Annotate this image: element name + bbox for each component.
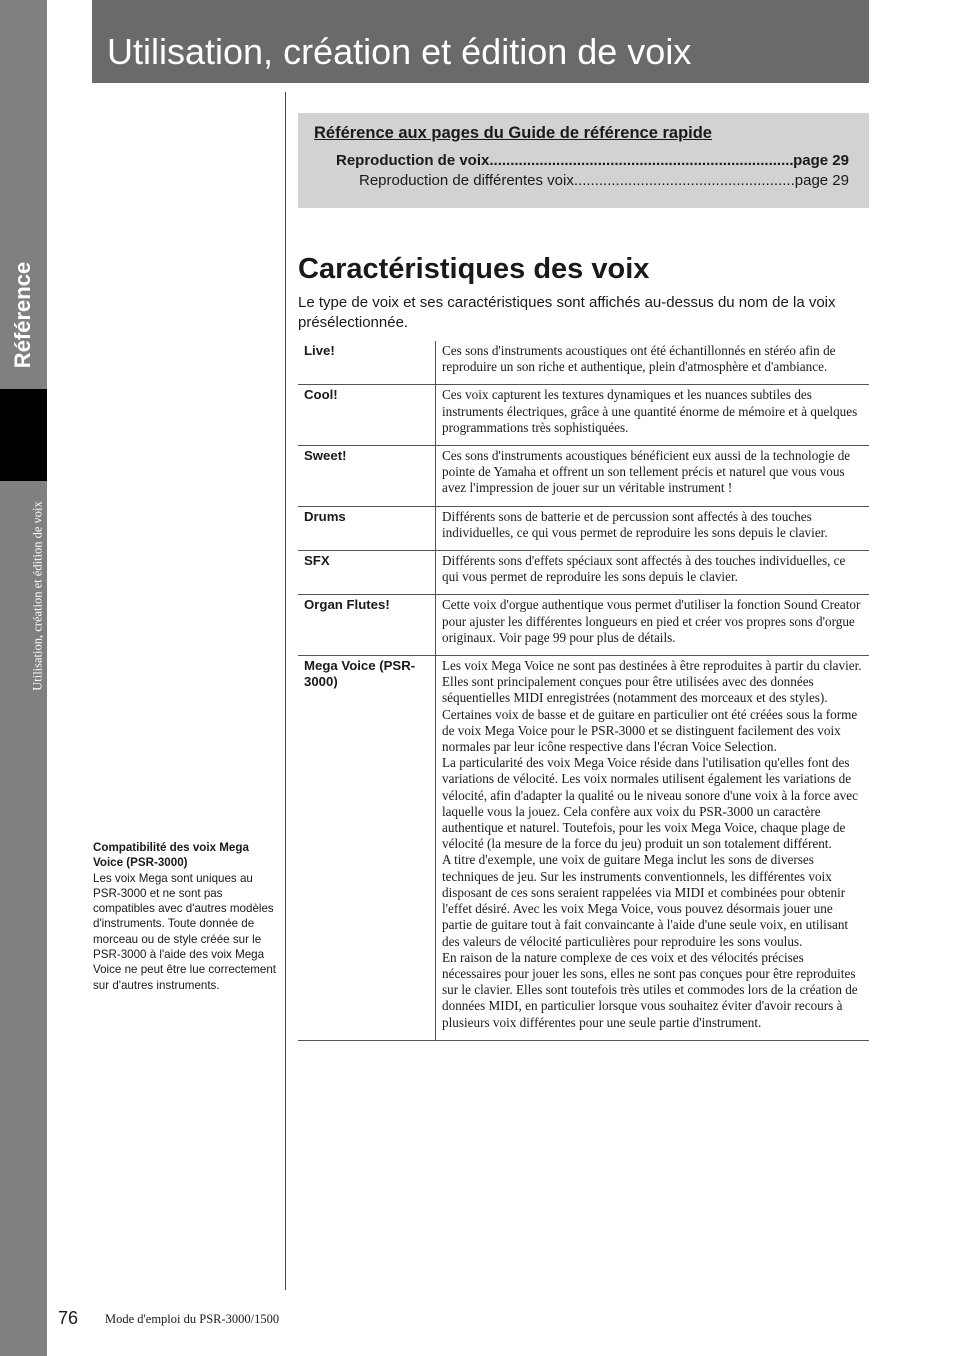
quick-reference-entry-page: page 29 (793, 152, 849, 169)
description-paragraph: Les voix Mega Voice ne sont pas destinées à être reproduites à partir du clavier. Elles sont principalement conçues pour être utilisées avec des données séquentielles MIDI enregistrées (notamment des morceaux et des styles). Certaines voix de basse et de guitare en particulier ont été créées sous la forme de voix Mega Voice pour le PSR-3000 et se distinguent facilement des voix normales par leur icône respective dans l'écran Voice Selection. (442, 658, 862, 755)
description-paragraph: Cette voix d'orgue authentique vous permet d'utiliser la fonction Sound Creator pour ajuster les différentes longueurs en pied et créer vos propres sons d'orgue originaux. Voir page 99 pour plus de détails. (442, 597, 861, 645)
voice-type-row (298, 446, 869, 507)
note-body: Les voix Mega sont uniques au PSR-3000 et ne sont pas compatibles avec d'autres modèles d'instruments. Toute donnée de morceau ou de style créée sur le PSR-3000 à l'aide des voix Mega Voice ne peut être lue correctement sur d'autres instruments. (93, 871, 277, 992)
voice-type-name: Mega Voice (PSR-3000) (298, 656, 436, 1041)
voice-types-table (298, 341, 869, 1041)
header-bar (92, 0, 869, 83)
quick-reference-entry-label: Reproduction de voix (336, 152, 490, 169)
voice-type-description (436, 506, 870, 550)
voice-type-description (436, 656, 870, 1041)
column-divider (285, 92, 286, 1290)
quick-reference-entry (336, 152, 849, 169)
voice-type-row (298, 506, 869, 550)
page-title: Utilisation, création et édition de voix (107, 31, 692, 72)
quick-reference-title: Référence aux pages du Guide de référence rapide (314, 124, 712, 142)
quick-reference-entry-page: page 29 (794, 172, 849, 189)
description-paragraph: Ces sons d'instruments acoustiques ont été échantillonnés en stéréo afin de reproduire un son riche et authentique, plein d'atmosphère et d'ambiance. (442, 343, 836, 375)
voice-type-name: Sweet! (298, 446, 436, 507)
sidebar-tab-marker (0, 389, 47, 481)
voice-type-description (436, 446, 870, 507)
voice-type-description (436, 385, 870, 446)
voice-type-name: Cool! (298, 385, 436, 446)
quick-reference-entry-label: Reproduction de différentes voix (359, 172, 574, 189)
page-number: 76 (58, 1308, 79, 1328)
quick-reference-box (298, 113, 869, 208)
sidebar-tab-label: Référence (10, 261, 35, 369)
voice-type-name: Live! (298, 341, 436, 385)
section-intro: Le type de voix et ses caractéristiques sont affichés au-dessus du nom de la voix présélectionnée. (298, 294, 836, 331)
description-paragraph: En raison de la nature complexe de ces voix et des vélocités précises nécessaires pour jouer les sons, elles ne sont pas conçues pour être reproduites sur le clavier. Elles sont toutefois très utiles et commodes lors de la création de données MIDI, en particulier lorsque vous souhaitez éviter d'avoir recours à plusieurs voix différentes pour une seule partie d'instrument. (442, 949, 858, 1030)
leader-dots (489, 152, 793, 169)
voice-type-row (298, 551, 869, 595)
voice-type-description (436, 341, 870, 385)
leader-dots (574, 172, 795, 189)
description-paragraph: Ces voix capturent les textures dynamiques et les nuances subtiles des instruments électriques, grâce à une quantité énorme de mémoire et à quelques programmations très sophistiquées. (442, 387, 858, 435)
quick-reference-entry (359, 172, 849, 189)
voice-type-description (436, 551, 870, 595)
description-paragraph: La particularité des voix Mega Voice réside dans l'utilisation qu'elles font des variations de vélocité. Les voix normales utilisent également les variations de vélocité, afin d'adapter la qualité ou le niveau sonore d'une voix à la force avec laquelle vous la jouez. Cela confère aux voix du PSR-3000 un caractère authentique et naturel. Toutefois, pour les voix Mega Voice, chaque plage de vélocité (la mesure de la force du jeu) produit un son totalement différent. (442, 755, 858, 852)
sidebar-section-label: Utilisation, création et édition de voix (30, 501, 45, 691)
voice-type-row (298, 341, 869, 385)
voice-type-description (436, 595, 870, 656)
voice-type-name: Organ Flutes! (298, 595, 436, 656)
voice-type-name: SFX (298, 551, 436, 595)
description-paragraph: Ces sons d'instruments acoustiques bénéficient eux aussi de la technologie de pointe de Yamaha et offrent un son tellement précis et naturel que vous vous avez l'impression de jouer sur un véritable instrument ! (442, 448, 851, 496)
note-title: Compatibilité des voix Mega Voice (PSR-3000) (93, 841, 249, 870)
voice-type-row (298, 656, 869, 1041)
voice-type-row (298, 595, 869, 656)
voice-type-row (298, 385, 869, 446)
footer-manual-title: Mode d'emploi du PSR-3000/1500 (105, 1312, 280, 1326)
description-paragraph: A titre d'exemple, une voix de guitare Mega inclut les sons de diverses techniques de jeu. Sur les instruments conventionnels, les différentes voix disposant de ces sons seraient rappelées via MIDI et combinées pour obtenir l'effet désiré. Avec les voix Mega Voice, vous pouvez désormais jouer une partie de guitare tout à fait convaincante à l'aide d'une seule voix, en utilisant des valeurs de vélocité particulières pour reproduire les sons voulus. (442, 852, 849, 949)
voice-type-name: Drums (298, 506, 436, 550)
description-paragraph: Différents sons d'effets spéciaux sont affectés à des touches individuelles, ce qui vous permet de reproduire les sons depuis le clavier. (442, 553, 846, 585)
section-title: Caractéristiques des voix (298, 253, 650, 285)
description-paragraph: Différents sons de batterie et de percussion sont affectés à des touches individuelles, ce qui vous permet de reproduire les sons depuis le clavier. (442, 508, 828, 540)
sidebar-note (93, 840, 278, 993)
